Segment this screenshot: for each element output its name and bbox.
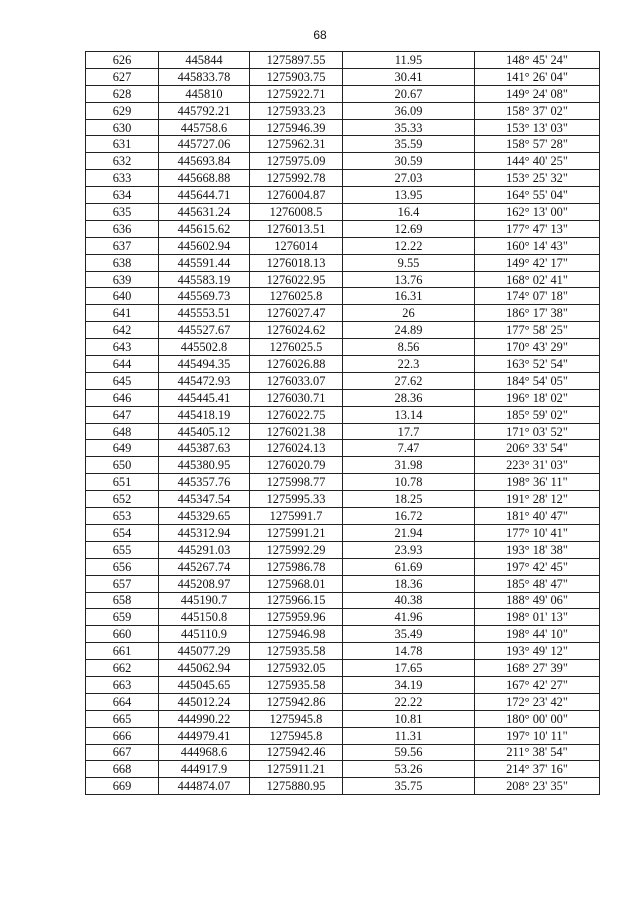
point-number-cell: 644	[86, 356, 159, 373]
table-row	[86, 524, 600, 541]
x-coordinate-cell: 444979.41	[159, 727, 250, 744]
table-row	[86, 339, 600, 356]
table-row	[86, 626, 600, 643]
y-coordinate-cell: 1276025.8	[250, 288, 343, 305]
y-coordinate-cell: 1275911.21	[250, 761, 343, 778]
point-number-cell: 657	[86, 575, 159, 592]
point-number-cell: 637	[86, 237, 159, 254]
x-coordinate-cell: 445693.84	[159, 153, 250, 170]
x-coordinate-cell: 445267.74	[159, 558, 250, 575]
point-number-cell: 656	[86, 558, 159, 575]
direction-angle-cell: 149° 42' 17"	[475, 254, 600, 271]
distance-cell: 10.81	[343, 710, 475, 727]
point-number-cell: 627	[86, 68, 159, 85]
y-coordinate-cell: 1275942.46	[250, 744, 343, 761]
direction-angle-cell: 206° 33' 54"	[475, 440, 600, 457]
distance-cell: 18.36	[343, 575, 475, 592]
point-number-cell: 651	[86, 474, 159, 491]
distance-cell: 35.33	[343, 119, 475, 136]
table-row	[86, 676, 600, 693]
distance-cell: 9.55	[343, 254, 475, 271]
y-coordinate-cell: 1276014	[250, 237, 343, 254]
y-coordinate-cell: 1276027.47	[250, 305, 343, 322]
x-coordinate-cell: 445291.03	[159, 541, 250, 558]
x-coordinate-cell: 445077.29	[159, 643, 250, 660]
point-number-cell: 658	[86, 592, 159, 609]
x-coordinate-cell: 445833.78	[159, 68, 250, 85]
table-row	[86, 153, 600, 170]
x-coordinate-cell: 445190.7	[159, 592, 250, 609]
direction-angle-cell: 211° 38' 54"	[475, 744, 600, 761]
table-row	[86, 592, 600, 609]
direction-angle-cell: 198° 01' 13"	[475, 609, 600, 626]
y-coordinate-cell: 1276022.95	[250, 271, 343, 288]
x-coordinate-cell: 445312.94	[159, 524, 250, 541]
distance-cell: 34.19	[343, 676, 475, 693]
distance-cell: 59.56	[343, 744, 475, 761]
x-coordinate-cell: 445668.88	[159, 170, 250, 187]
y-coordinate-cell: 1275897.55	[250, 52, 343, 69]
distance-cell: 16.31	[343, 288, 475, 305]
y-coordinate-cell: 1275975.09	[250, 153, 343, 170]
direction-angle-cell: 193° 49' 12"	[475, 643, 600, 660]
y-coordinate-cell: 1275933.23	[250, 102, 343, 119]
direction-angle-cell: 196° 18' 02"	[475, 389, 600, 406]
direction-angle-cell: 191° 28' 12"	[475, 491, 600, 508]
point-number-cell: 629	[86, 102, 159, 119]
x-coordinate-cell: 445347.54	[159, 491, 250, 508]
direction-angle-cell: 177° 58' 25"	[475, 322, 600, 339]
y-coordinate-cell: 1276025.5	[250, 339, 343, 356]
distance-cell: 13.14	[343, 406, 475, 423]
y-coordinate-cell: 1275998.77	[250, 474, 343, 491]
y-coordinate-cell: 1276026.88	[250, 356, 343, 373]
direction-angle-cell: 144° 40' 25"	[475, 153, 600, 170]
distance-cell: 20.67	[343, 85, 475, 102]
distance-cell: 40.38	[343, 592, 475, 609]
table-row	[86, 508, 600, 525]
table-row	[86, 372, 600, 389]
x-coordinate-cell: 445844	[159, 52, 250, 69]
table-row	[86, 491, 600, 508]
point-number-cell: 660	[86, 626, 159, 643]
x-coordinate-cell: 445405.12	[159, 423, 250, 440]
point-number-cell: 669	[86, 778, 159, 795]
table-row	[86, 220, 600, 237]
x-coordinate-cell: 445591.44	[159, 254, 250, 271]
table-row	[86, 254, 600, 271]
point-number-cell: 639	[86, 271, 159, 288]
direction-angle-cell: 164° 55' 04"	[475, 187, 600, 204]
y-coordinate-cell: 1275942.86	[250, 693, 343, 710]
y-coordinate-cell: 1275880.95	[250, 778, 343, 795]
distance-cell: 12.69	[343, 220, 475, 237]
direction-angle-cell: 185° 48' 47"	[475, 575, 600, 592]
direction-angle-cell: 180° 00' 00"	[475, 710, 600, 727]
point-number-cell: 635	[86, 204, 159, 221]
y-coordinate-cell: 1276020.79	[250, 457, 343, 474]
direction-angle-cell: 158° 37' 02"	[475, 102, 600, 119]
point-number-cell: 626	[86, 52, 159, 69]
point-number-cell: 646	[86, 389, 159, 406]
point-number-cell: 665	[86, 710, 159, 727]
direction-angle-cell: 186° 17' 38"	[475, 305, 600, 322]
point-number-cell: 652	[86, 491, 159, 508]
y-coordinate-cell: 1276022.75	[250, 406, 343, 423]
point-number-cell: 636	[86, 220, 159, 237]
table-row	[86, 457, 600, 474]
distance-cell: 35.49	[343, 626, 475, 643]
table-row	[86, 271, 600, 288]
direction-angle-cell: 197° 10' 11"	[475, 727, 600, 744]
direction-angle-cell: 223° 31' 03"	[475, 457, 600, 474]
y-coordinate-cell: 1275946.98	[250, 626, 343, 643]
distance-cell: 8.56	[343, 339, 475, 356]
table-row	[86, 710, 600, 727]
point-number-cell: 664	[86, 693, 159, 710]
point-number-cell: 642	[86, 322, 159, 339]
point-number-cell: 661	[86, 643, 159, 660]
distance-cell: 41.96	[343, 609, 475, 626]
direction-angle-cell: 214° 37' 16"	[475, 761, 600, 778]
point-number-cell: 654	[86, 524, 159, 541]
direction-angle-cell: 193° 18' 38"	[475, 541, 600, 558]
table-row	[86, 389, 600, 406]
point-number-cell: 634	[86, 187, 159, 204]
direction-angle-cell: 153° 13' 03"	[475, 119, 600, 136]
table-row	[86, 237, 600, 254]
table-row	[86, 761, 600, 778]
distance-cell: 12.22	[343, 237, 475, 254]
y-coordinate-cell: 1275992.29	[250, 541, 343, 558]
distance-cell: 30.41	[343, 68, 475, 85]
x-coordinate-cell: 445418.19	[159, 406, 250, 423]
coordinates-table	[85, 51, 600, 795]
table-row	[86, 423, 600, 440]
x-coordinate-cell: 445644.71	[159, 187, 250, 204]
direction-angle-cell: 198° 44' 10"	[475, 626, 600, 643]
point-number-cell: 645	[86, 372, 159, 389]
point-number-cell: 632	[86, 153, 159, 170]
distance-cell: 7.47	[343, 440, 475, 457]
y-coordinate-cell: 1276024.13	[250, 440, 343, 457]
point-number-cell: 668	[86, 761, 159, 778]
x-coordinate-cell: 445329.65	[159, 508, 250, 525]
table-row	[86, 541, 600, 558]
table-row	[86, 356, 600, 373]
distance-cell: 27.62	[343, 372, 475, 389]
y-coordinate-cell: 1276024.62	[250, 322, 343, 339]
distance-cell: 36.09	[343, 102, 475, 119]
direction-angle-cell: 153° 25' 32"	[475, 170, 600, 187]
x-coordinate-cell: 445045.65	[159, 676, 250, 693]
y-coordinate-cell: 1276018.13	[250, 254, 343, 271]
x-coordinate-cell: 445602.94	[159, 237, 250, 254]
table-row	[86, 744, 600, 761]
point-number-cell: 655	[86, 541, 159, 558]
table-row	[86, 406, 600, 423]
point-number-cell: 653	[86, 508, 159, 525]
x-coordinate-cell: 444917.9	[159, 761, 250, 778]
point-number-cell: 641	[86, 305, 159, 322]
table-row	[86, 440, 600, 457]
table-row	[86, 52, 600, 69]
y-coordinate-cell: 1275986.78	[250, 558, 343, 575]
table-row	[86, 609, 600, 626]
x-coordinate-cell: 445569.73	[159, 288, 250, 305]
x-coordinate-cell: 445527.67	[159, 322, 250, 339]
y-coordinate-cell: 1275903.75	[250, 68, 343, 85]
y-coordinate-cell: 1275966.15	[250, 592, 343, 609]
x-coordinate-cell: 445012.24	[159, 693, 250, 710]
x-coordinate-cell: 445792.21	[159, 102, 250, 119]
direction-angle-cell: 181° 40' 47"	[475, 508, 600, 525]
table-row	[86, 778, 600, 795]
distance-cell: 22.22	[343, 693, 475, 710]
x-coordinate-cell: 445150.8	[159, 609, 250, 626]
y-coordinate-cell: 1275935.58	[250, 676, 343, 693]
distance-cell: 13.95	[343, 187, 475, 204]
x-coordinate-cell: 444968.6	[159, 744, 250, 761]
point-number-cell: 650	[86, 457, 159, 474]
table-row	[86, 85, 600, 102]
y-coordinate-cell: 1275959.96	[250, 609, 343, 626]
point-number-cell: 667	[86, 744, 159, 761]
table-row	[86, 170, 600, 187]
direction-angle-cell: 168° 27' 39"	[475, 660, 600, 677]
y-coordinate-cell: 1276030.71	[250, 389, 343, 406]
table-row	[86, 727, 600, 744]
distance-cell: 21.94	[343, 524, 475, 541]
direction-angle-cell: 163° 52' 54"	[475, 356, 600, 373]
y-coordinate-cell: 1275945.8	[250, 710, 343, 727]
distance-cell: 28.36	[343, 389, 475, 406]
distance-cell: 53.26	[343, 761, 475, 778]
y-coordinate-cell: 1275991.21	[250, 524, 343, 541]
y-coordinate-cell: 1275962.31	[250, 136, 343, 153]
table-row	[86, 68, 600, 85]
y-coordinate-cell: 1276013.51	[250, 220, 343, 237]
point-number-cell: 666	[86, 727, 159, 744]
direction-angle-cell: 197° 42' 45"	[475, 558, 600, 575]
distance-cell: 61.69	[343, 558, 475, 575]
direction-angle-cell: 167° 42' 27"	[475, 676, 600, 693]
point-number-cell: 662	[86, 660, 159, 677]
table-row	[86, 575, 600, 592]
x-coordinate-cell: 445615.62	[159, 220, 250, 237]
direction-angle-cell: 158° 57' 28"	[475, 136, 600, 153]
point-number-cell: 649	[86, 440, 159, 457]
table-row	[86, 288, 600, 305]
table-row	[86, 305, 600, 322]
table-row	[86, 187, 600, 204]
direction-angle-cell: 177° 10' 41"	[475, 524, 600, 541]
direction-angle-cell: 172° 23' 42"	[475, 693, 600, 710]
distance-cell: 13.76	[343, 271, 475, 288]
x-coordinate-cell: 445494.35	[159, 356, 250, 373]
distance-cell: 24.89	[343, 322, 475, 339]
distance-cell: 30.59	[343, 153, 475, 170]
point-number-cell: 638	[86, 254, 159, 271]
x-coordinate-cell: 445727.06	[159, 136, 250, 153]
x-coordinate-cell: 445553.51	[159, 305, 250, 322]
direction-angle-cell: 168° 02' 41"	[475, 271, 600, 288]
point-number-cell: 648	[86, 423, 159, 440]
distance-cell: 22.3	[343, 356, 475, 373]
table-row	[86, 119, 600, 136]
direction-angle-cell: 171° 03' 52"	[475, 423, 600, 440]
table-row	[86, 558, 600, 575]
x-coordinate-cell: 445357.76	[159, 474, 250, 491]
y-coordinate-cell: 1275992.78	[250, 170, 343, 187]
direction-angle-cell: 184° 54' 05"	[475, 372, 600, 389]
y-coordinate-cell: 1276004.87	[250, 187, 343, 204]
distance-cell: 26	[343, 305, 475, 322]
distance-cell: 17.65	[343, 660, 475, 677]
distance-cell: 18.25	[343, 491, 475, 508]
distance-cell: 11.31	[343, 727, 475, 744]
x-coordinate-cell: 445208.97	[159, 575, 250, 592]
direction-angle-cell: 198° 36' 11"	[475, 474, 600, 491]
table-row	[86, 660, 600, 677]
y-coordinate-cell: 1275935.58	[250, 643, 343, 660]
y-coordinate-cell: 1275945.8	[250, 727, 343, 744]
x-coordinate-cell: 445631.24	[159, 204, 250, 221]
table-row	[86, 204, 600, 221]
coordinates-table-body	[86, 52, 600, 795]
point-number-cell: 640	[86, 288, 159, 305]
direction-angle-cell: 177° 47' 13"	[475, 220, 600, 237]
table-row	[86, 643, 600, 660]
direction-angle-cell: 188° 49' 06"	[475, 592, 600, 609]
x-coordinate-cell: 445583.19	[159, 271, 250, 288]
x-coordinate-cell: 445110.9	[159, 626, 250, 643]
y-coordinate-cell: 1275991.7	[250, 508, 343, 525]
x-coordinate-cell: 445472.93	[159, 372, 250, 389]
distance-cell: 16.4	[343, 204, 475, 221]
x-coordinate-cell: 444874.07	[159, 778, 250, 795]
direction-angle-cell: 148° 45' 24"	[475, 52, 600, 69]
distance-cell: 11.95	[343, 52, 475, 69]
direction-angle-cell: 208° 23' 35"	[475, 778, 600, 795]
table-row	[86, 322, 600, 339]
table-row	[86, 693, 600, 710]
point-number-cell: 628	[86, 85, 159, 102]
x-coordinate-cell: 445062.94	[159, 660, 250, 677]
point-number-cell: 631	[86, 136, 159, 153]
distance-cell: 16.72	[343, 508, 475, 525]
x-coordinate-cell: 445387.63	[159, 440, 250, 457]
direction-angle-cell: 141° 26' 04"	[475, 68, 600, 85]
point-number-cell: 630	[86, 119, 159, 136]
distance-cell: 23.93	[343, 541, 475, 558]
x-coordinate-cell: 445502.8	[159, 339, 250, 356]
y-coordinate-cell: 1276033.07	[250, 372, 343, 389]
direction-angle-cell: 170° 43' 29"	[475, 339, 600, 356]
direction-angle-cell: 149° 24' 08"	[475, 85, 600, 102]
x-coordinate-cell: 445810	[159, 85, 250, 102]
x-coordinate-cell: 445758.6	[159, 119, 250, 136]
y-coordinate-cell: 1276021.38	[250, 423, 343, 440]
y-coordinate-cell: 1275968.01	[250, 575, 343, 592]
y-coordinate-cell: 1276008.5	[250, 204, 343, 221]
distance-cell: 35.59	[343, 136, 475, 153]
direction-angle-cell: 185° 59' 02"	[475, 406, 600, 423]
distance-cell: 17.7	[343, 423, 475, 440]
page-number: 68	[313, 28, 327, 42]
table-row	[86, 102, 600, 119]
point-number-cell: 647	[86, 406, 159, 423]
y-coordinate-cell: 1275922.71	[250, 85, 343, 102]
table-row	[86, 474, 600, 491]
point-number-cell: 643	[86, 339, 159, 356]
distance-cell: 31.98	[343, 457, 475, 474]
y-coordinate-cell: 1275932.05	[250, 660, 343, 677]
y-coordinate-cell: 1275995.33	[250, 491, 343, 508]
x-coordinate-cell: 445380.95	[159, 457, 250, 474]
x-coordinate-cell: 444990.22	[159, 710, 250, 727]
y-coordinate-cell: 1275946.39	[250, 119, 343, 136]
direction-angle-cell: 160° 14' 43"	[475, 237, 600, 254]
distance-cell: 35.75	[343, 778, 475, 795]
table-row	[86, 136, 600, 153]
direction-angle-cell: 162° 13' 00"	[475, 204, 600, 221]
distance-cell: 27.03	[343, 170, 475, 187]
point-number-cell: 633	[86, 170, 159, 187]
point-number-cell: 663	[86, 676, 159, 693]
distance-cell: 14.78	[343, 643, 475, 660]
direction-angle-cell: 174° 07' 18"	[475, 288, 600, 305]
point-number-cell: 659	[86, 609, 159, 626]
x-coordinate-cell: 445445.41	[159, 389, 250, 406]
distance-cell: 10.78	[343, 474, 475, 491]
